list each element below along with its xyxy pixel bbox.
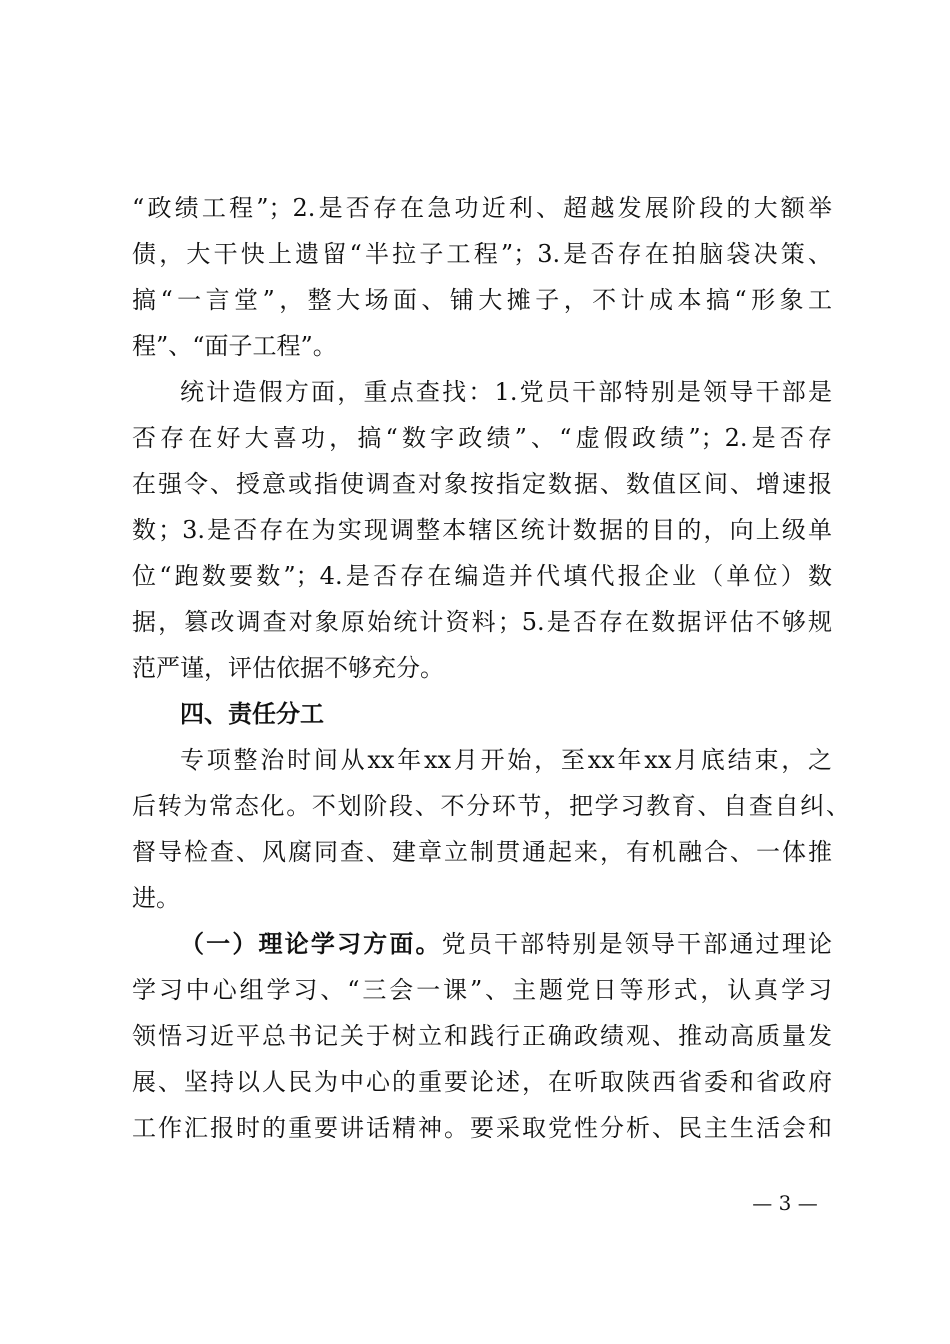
paragraph-line: 工作汇报时的重要讲话精神。要采取党性分析、民主生活会和	[132, 1114, 832, 1142]
subsection-text: 党员干部特别是领导干部通过理论	[441, 930, 833, 958]
section-heading: 四、责任分工	[180, 699, 324, 728]
paragraph-line: 数；3.是否存在为实现调整本辖区统计数据的目的，向上级单	[132, 516, 832, 544]
paragraph-line: 否存在好大喜功，搞“数字政绩”、“虚假政绩”；2.是否存	[132, 424, 832, 452]
paragraph-line: 后转为常态化。不划阶段、不分环节，把学习教育、自查自纠、	[132, 792, 850, 820]
paragraph-line: 债，大干快上遗留“半拉子工程”；3.是否存在拍脑袋决策、	[132, 240, 832, 268]
paragraph-line: “政绩工程”；2.是否存在急功近利、超越发展阶段的大额举	[132, 194, 832, 222]
paragraph-line: 程”、“面子工程”。	[132, 332, 337, 360]
paragraph-line: 进。	[132, 884, 180, 912]
page-number: — 3 —	[752, 1191, 818, 1215]
paragraph-line: 展、坚持以人民为中心的重要论述，在听取陕西省委和省政府	[132, 1068, 832, 1096]
paragraph-line: 位“跑数要数”；4.是否存在编造并代填代报企业（单位）数	[132, 562, 832, 590]
paragraph-line: 据，篡改调查对象原始统计资料；5.是否存在数据评估不够规	[132, 608, 832, 636]
paragraph-line: 统计造假方面，重点查找：1.党员干部特别是领导干部是	[180, 378, 832, 406]
subsection-lead: （一）理论学习方面。	[180, 929, 442, 958]
paragraph-line: 在强令、授意或指使调查对象按指定数据、数值区间、增速报	[132, 470, 832, 498]
paragraph-line: 督导检查、风腐同查、建章立制贯通起来，有机融合、一体推	[132, 838, 832, 866]
paragraph-line: 范严谨，评估依据不够充分。	[132, 654, 444, 682]
paragraph-line: 学习中心组学习、“三会一课”、主题党日等形式，认真学习	[132, 976, 832, 1004]
paragraph-line: 领悟习近平总书记关于树立和践行正确政绩观、推动高质量发	[132, 1022, 832, 1050]
paragraph-line: 专项整治时间从xx年xx月开始，至xx年xx月底结束，之	[180, 746, 832, 774]
paragraph-line	[180, 922, 832, 966]
paragraph-line: 搞“一言堂”，整大场面、铺大摊子，不计成本搞“形象工	[132, 286, 832, 314]
